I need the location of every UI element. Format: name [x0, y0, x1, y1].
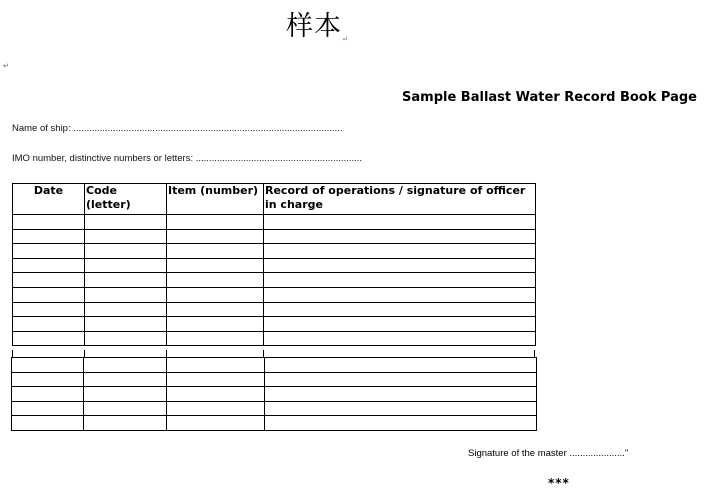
header-record-of-operations: Record of operations / signature of officer in charge	[264, 184, 536, 215]
table-cell[interactable]	[13, 229, 85, 244]
table-cell[interactable]	[264, 258, 536, 273]
table-cell[interactable]	[85, 273, 167, 288]
table-row	[13, 273, 536, 288]
table-cell[interactable]	[167, 372, 265, 387]
table-cell[interactable]	[85, 258, 167, 273]
table-cell[interactable]	[167, 273, 264, 288]
table-cell[interactable]	[167, 287, 264, 302]
table-cell[interactable]	[264, 229, 536, 244]
table-cell[interactable]	[13, 273, 85, 288]
name-of-ship-field: Name of ship: ......................................................................................................	[12, 123, 343, 134]
table-cell[interactable]	[84, 416, 167, 431]
table-cell[interactable]	[13, 331, 85, 346]
header-date: Date	[13, 184, 85, 215]
stamp-title-text: 样本	[286, 11, 342, 42]
record-table-body	[13, 215, 536, 346]
table-cell[interactable]	[85, 229, 167, 244]
table-cell[interactable]	[85, 287, 167, 302]
table-cell[interactable]	[12, 358, 84, 373]
table-cell[interactable]	[13, 302, 85, 317]
paragraph-mark: ↵	[3, 62, 9, 70]
table-cell[interactable]	[13, 287, 85, 302]
table-cell[interactable]	[265, 401, 537, 416]
table-cell[interactable]	[264, 244, 536, 259]
record-table	[12, 183, 535, 346]
paragraph-mark: ↵	[342, 35, 349, 43]
table-cell[interactable]	[167, 244, 264, 259]
table-cell[interactable]	[264, 273, 536, 288]
table-row	[13, 317, 536, 332]
table-cell[interactable]	[12, 387, 84, 402]
table-row	[13, 244, 536, 259]
table-row	[13, 215, 536, 230]
table-cell[interactable]	[13, 215, 85, 230]
table-row	[13, 229, 536, 244]
table-row	[13, 331, 536, 346]
table-cell[interactable]	[85, 244, 167, 259]
table-cell[interactable]	[167, 317, 264, 332]
table-header-row	[13, 184, 536, 215]
table-cell[interactable]	[13, 244, 85, 259]
table-cell[interactable]	[85, 331, 167, 346]
table-cell[interactable]	[265, 358, 537, 373]
table-cell[interactable]	[84, 358, 167, 373]
table-cell[interactable]	[167, 358, 265, 373]
header-code-letter: Code (letter)	[85, 184, 167, 215]
table-cell[interactable]	[167, 387, 265, 402]
table-cell[interactable]	[265, 416, 537, 431]
page-heading: Sample Ballast Water Record Book Page	[402, 90, 697, 105]
header-item-number: Item (number)	[167, 184, 264, 215]
table-cell[interactable]	[84, 401, 167, 416]
table-row	[13, 287, 536, 302]
table-cell[interactable]	[167, 331, 264, 346]
end-of-section-mark: ***	[548, 476, 570, 490]
table-cell[interactable]	[265, 387, 537, 402]
table-cell[interactable]	[167, 416, 265, 431]
table-cell[interactable]	[167, 215, 264, 230]
table-cell[interactable]	[264, 331, 536, 346]
table-cell[interactable]	[12, 401, 84, 416]
table-row	[13, 302, 536, 317]
imo-number-field: IMO number, distinctive numbers or letters: ...............................................................	[12, 153, 363, 164]
table-row	[12, 401, 537, 416]
record-table-continued	[11, 357, 536, 431]
table-cell[interactable]	[12, 372, 84, 387]
table-row	[12, 372, 537, 387]
table-cell[interactable]	[13, 258, 85, 273]
table-cell[interactable]	[264, 317, 536, 332]
table-cell[interactable]	[264, 302, 536, 317]
table-cell[interactable]	[84, 387, 167, 402]
master-signature-line: Signature of the master ....................."	[468, 448, 629, 459]
table-cell[interactable]	[167, 258, 264, 273]
table-row	[13, 258, 536, 273]
table-cell[interactable]	[167, 302, 264, 317]
table-cell[interactable]	[167, 229, 264, 244]
table-row	[12, 387, 537, 402]
table-row	[12, 358, 537, 373]
table-cell[interactable]	[264, 287, 536, 302]
table-cell[interactable]	[84, 372, 167, 387]
table-cell[interactable]	[85, 215, 167, 230]
table-cell[interactable]	[85, 317, 167, 332]
stamp-title	[286, 10, 349, 44]
table-cell[interactable]	[264, 215, 536, 230]
table-cell[interactable]	[85, 302, 167, 317]
table-row	[12, 416, 537, 431]
table-cell[interactable]	[265, 372, 537, 387]
table-cell[interactable]	[167, 401, 265, 416]
table-cell[interactable]	[13, 317, 85, 332]
table-cell[interactable]	[12, 416, 84, 431]
